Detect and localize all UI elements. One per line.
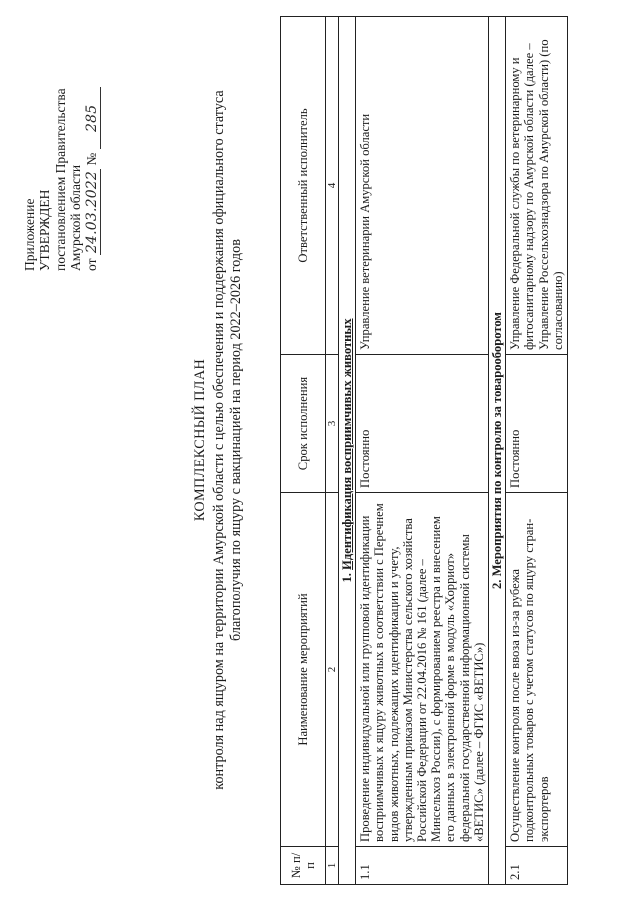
column-number: 2 <box>326 493 339 847</box>
approval-stamp <box>22 21 101 271</box>
row-number: 2.1 <box>506 847 568 885</box>
row-executor: Управление ветеринарии Амурской области <box>356 17 489 355</box>
header-executor: Ответственный исполнитель <box>281 17 326 355</box>
approval-decree: постановлением Правительства <box>52 88 68 271</box>
row-activity: Осуществление контроля после ввоза из-за рубежа подконтрольных товаров с учетом статусов по ящуру стран-экспортеров <box>506 493 568 847</box>
handwritten-number: 285 <box>85 87 101 149</box>
approval-approved: УТВЕРЖДЕН <box>37 189 53 271</box>
document-title <box>192 55 245 825</box>
section-1-title: Идентификация восприимчивых животных <box>340 318 354 570</box>
number-sign: № <box>83 152 99 166</box>
title-line-2: контроля над ящуром на территории Амурской области с целью обеспечения и поддержания официального статуса <box>211 90 227 790</box>
column-number-row <box>326 17 339 885</box>
table-header-row <box>281 17 326 885</box>
section-1-number: 1. <box>340 573 354 583</box>
header-name: Наименование мероприятий <box>281 493 326 847</box>
handwritten-date: 24.03.2022 <box>83 170 100 254</box>
section-row <box>339 17 356 885</box>
table-row <box>356 17 489 885</box>
plan-table <box>280 16 568 885</box>
section-1-heading <box>339 17 356 885</box>
table-row <box>506 17 568 885</box>
row-activity: Проведение индивидуальной или групповой идентификации восприимчивых к ящуру животных в соответствии с Перечнем видов животных, подлежащих идентификации и учету, утвержденным приказом Министерства сельского хозяйства Российской Федерации от 22.04.2016 № 161 (далее – Минсельхоз России), с формированием реестра и внесением его данных в электронной форме в модуль «Хорриот» федеральной государственной информационной системы «ВЕТИС» (далее – ФГИС «ВЕТИС») <box>356 493 489 847</box>
row-term: Постоянно <box>356 355 489 493</box>
row-number: 1.1 <box>356 847 489 885</box>
title-line-3: благополучия по ящуру с вакцинацией на период 2022–2026 годов <box>228 239 244 641</box>
column-number: 1 <box>326 847 339 885</box>
row-executor: Управление Федеральной службы по ветеринарному и фитосанитарному надзору по Амурской области (далее – Управление Россельхознадзора по Амурской области) (по согласованию) <box>506 17 568 355</box>
header-number: № п/п <box>281 847 326 885</box>
date-prefix: от <box>83 258 99 271</box>
header-term: Срок исполнения <box>281 355 326 493</box>
section-row <box>489 17 506 885</box>
section-2-heading: 2. Мероприятия по контролю за товарооборотом <box>489 17 506 885</box>
column-number: 4 <box>326 17 339 355</box>
title-main: КОМПЛЕКСНЫЙ ПЛАН <box>192 358 208 522</box>
approval-date-line <box>84 21 101 271</box>
row-term: Постоянно <box>506 355 568 493</box>
column-number: 3 <box>326 355 339 493</box>
approval-region: Амурской области <box>68 164 84 271</box>
approval-appendix: Приложение <box>22 198 37 271</box>
